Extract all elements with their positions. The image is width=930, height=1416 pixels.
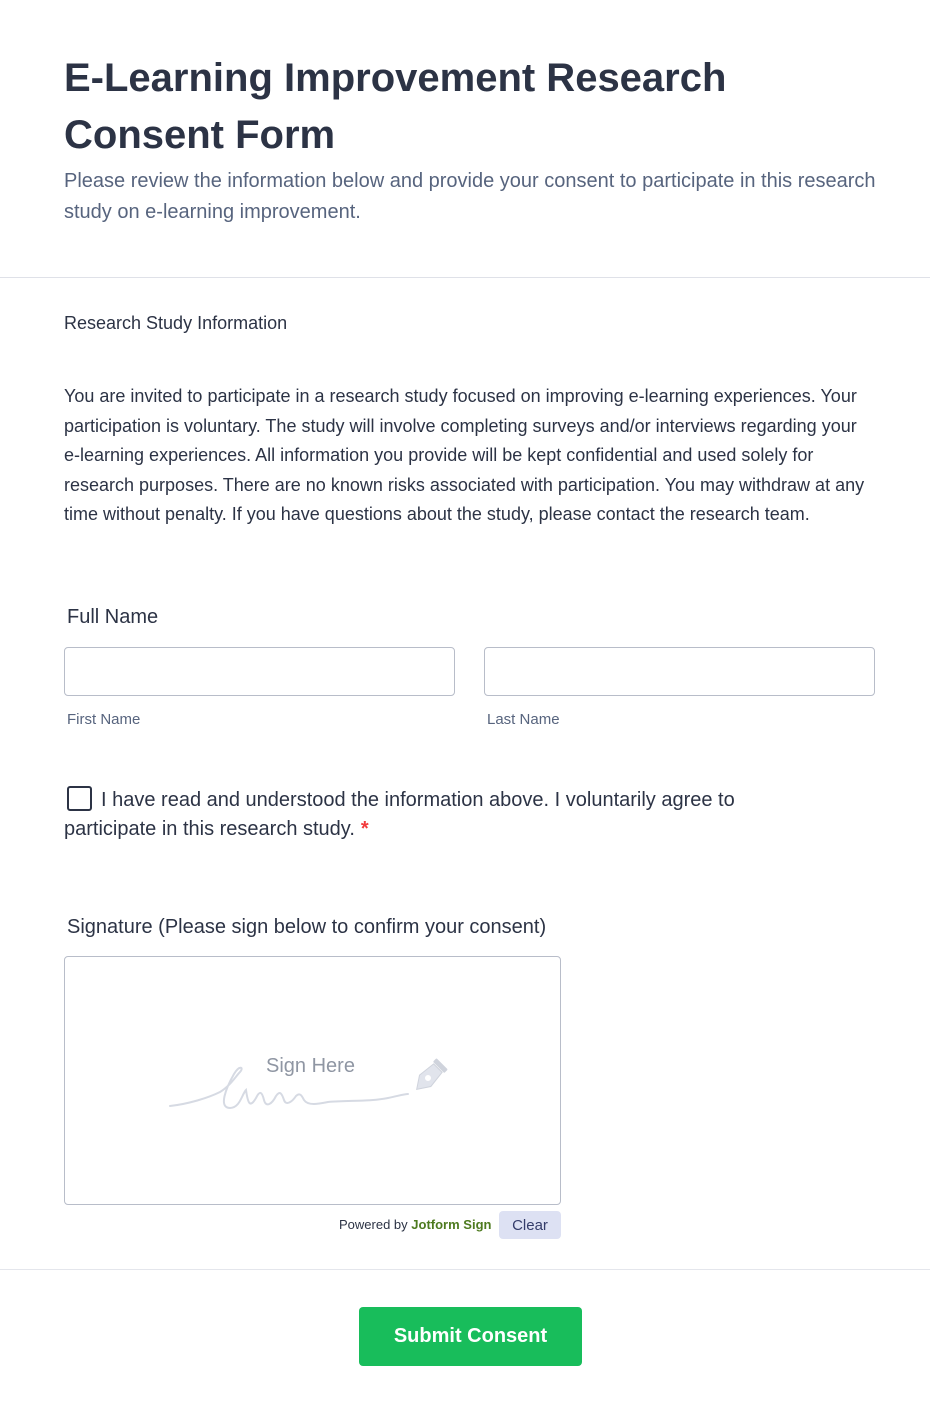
consent-text: I have read and understood the information above. I voluntarily agree to participate in this research study. [64, 789, 735, 840]
sign-here-placeholder: Sign Here [266, 1055, 355, 1077]
submit-consent-button[interactable]: Submit Consent [359, 1307, 582, 1366]
last-name-input[interactable] [484, 647, 875, 696]
form-header [0, 0, 930, 278]
consent-checkbox[interactable] [67, 786, 92, 811]
study-info-text: You are invited to participate in a research study focused on improving e-learning experiences. Your participation is voluntary. The study will involve completing surveys and/or interviews regarding your e-learning experiences. All information you provide will be kept confidential and used solely for research purposes. There are no known risks associated with participation. You may withdraw at any time without penalty. If you have questions about the study, please contact the research team. [64, 386, 865, 525]
study-info-heading: Research Study Information [64, 313, 288, 333]
first-name-input[interactable] [64, 647, 455, 696]
form-subtitle: Please review the information below and provide your consent to participate in this research study on e-learning improvement. [64, 170, 876, 223]
form-title: E-Learning Improvement Research Consent Form [64, 56, 727, 157]
clear-signature-button[interactable]: Clear [499, 1211, 561, 1239]
full-name-label: Full Name [67, 606, 159, 628]
powered-by-label: Powered by [339, 1217, 408, 1232]
required-marker: * [360, 817, 369, 840]
first-name-sublabel: First Name [67, 711, 141, 728]
last-name-sublabel: Last Name [487, 711, 560, 728]
powered-by-text [339, 1217, 491, 1233]
consent-checkbox-row[interactable] [64, 786, 824, 843]
jotform-sign-brand: Jotform Sign [411, 1217, 492, 1232]
signature-label: Signature (Please sign below to confirm your consent) [67, 916, 547, 938]
footer-divider [0, 1269, 930, 1270]
